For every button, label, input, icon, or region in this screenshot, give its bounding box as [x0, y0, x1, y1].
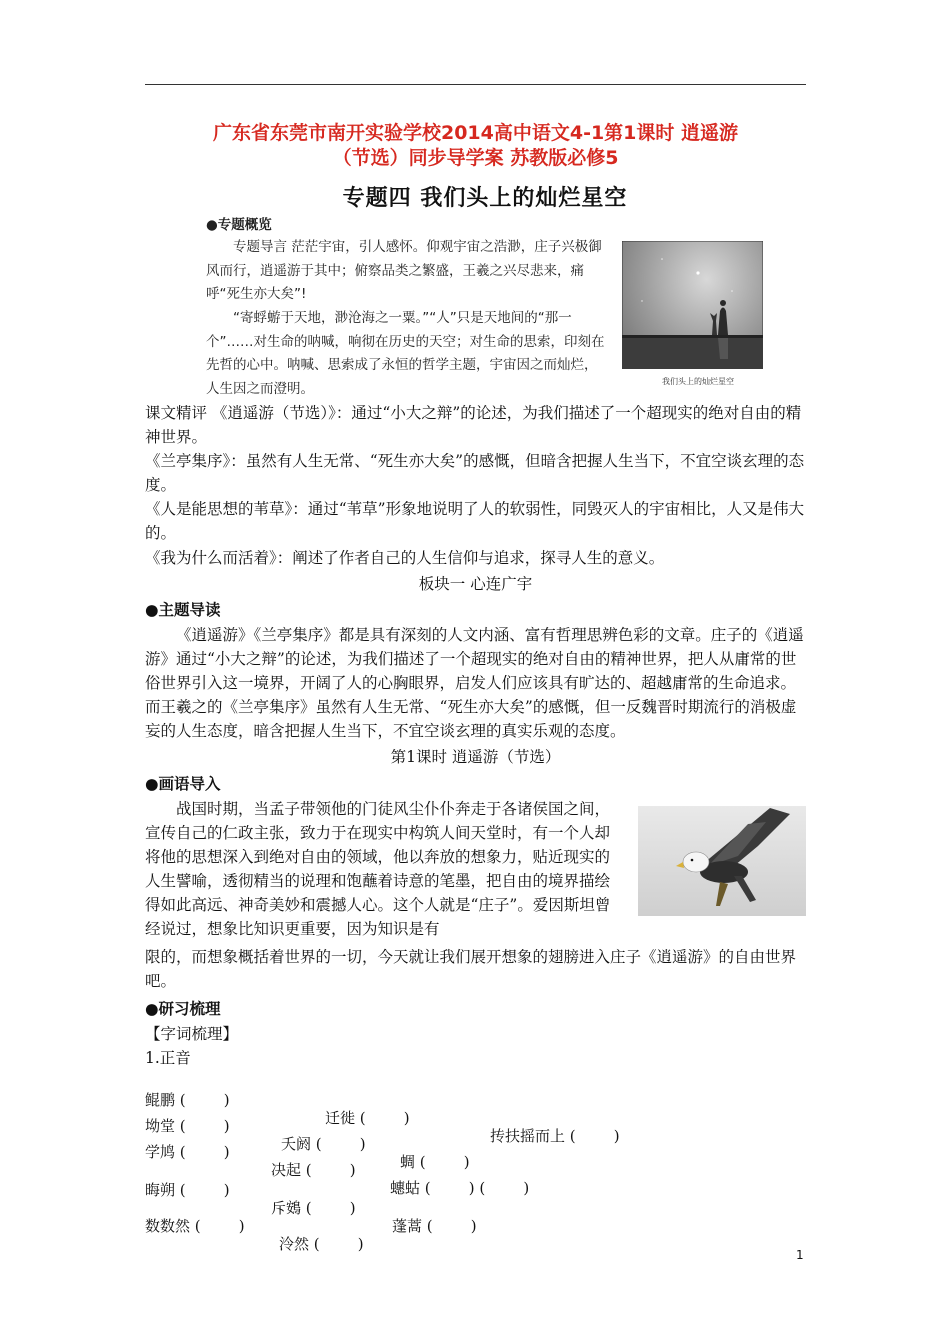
eagle-photo — [638, 806, 806, 916]
pron-item: 鲲鹏 ( ) — [145, 1091, 230, 1109]
pron-item: 决起 ( ) — [271, 1161, 356, 1179]
overview-paragraph-2: “寄蜉蝣于天地，渺沧海之一粟。”“人”只是天地间的“那一个”……对生命的呐喊，响彻在历史的天空；对生命的思索，印刻在先哲的心中。呐喊、思索成了永恒的哲学主题，宇宙因之而灿烂，人生因之而澄明。 — [206, 310, 605, 397]
block-heading: 板块一 心连广宇 — [418, 575, 533, 593]
review-paragraph-2: 《兰亭集序》：虽然有人生无常、“死生亦大矣”的感慨，但暗含把握人生当下，不宜空谈玄理的态度。 — [145, 452, 805, 494]
pron-item: 数数然 ( ) — [145, 1217, 245, 1235]
pron-item: 抟扶摇而上 ( ) — [490, 1127, 620, 1145]
overview-heading: ●专题概览 — [206, 217, 272, 233]
starry-sky-photo — [622, 241, 763, 369]
overview-paragraph-1: 专题导言 茫茫宇宙，引人感怀。仰观宇宙之浩渺，庄子兴极御风而行，逍遥游于其中；俯察品类之繁盛，王羲之兴尽悲来，痛呼“死生亦大矣”! — [206, 239, 602, 302]
document-title-line1: 广东省东莞市南开实验学校2014高中语文4-1第1课时 逍遥游 — [212, 122, 739, 144]
page-number: 1 — [796, 1248, 804, 1262]
pron-item: 晦朔 ( ) — [145, 1181, 230, 1199]
intro-paragraph-continued: 限的，而想象概括着世界的一切，今天就让我们展开想象的翅膀进入庄子《逍遥游》的自由世界吧。 — [145, 948, 797, 990]
document-title-line2: （节选）同步导学案 苏教版必修5 — [332, 147, 619, 169]
lesson-heading: 第1课时 逍遥游（节选） — [390, 748, 561, 766]
pron-item: 泠然 ( ) — [279, 1235, 364, 1253]
pronunciation-heading: 1.正音 — [145, 1049, 191, 1067]
intro-paragraph: 战国时期，当孟子带领他的门徒风尘仆仆奔走于各诸侯国之间，宣传自己的仁政主张，致力于在现实中构筑人间天堂时，有一个人却将他的思想深入到绝对自由的领域，他以奔放的想象力，贴近现实的人生譬喻，透彻精当的说理和饱蘸着诗意的笔墨，把自由的境界描绘得如此高远、神奇美妙和震撼人心。这个人就是“庄子”。爱因斯坦曾经说过，想象比知识更重要，因为知识是有 — [145, 800, 611, 938]
pron-item: 迁徙 ( ) — [325, 1109, 410, 1127]
pron-item: 夭阏 ( ) — [281, 1135, 366, 1153]
header-rule — [145, 84, 806, 85]
theme-heading: ●主题导读 — [145, 600, 221, 619]
study-heading: ●研习梳理 — [145, 999, 221, 1018]
review-paragraph-4: 《我为什么而活着》：阐述了作者自己的人生信仰与追求，探寻人生的意义。 — [145, 549, 665, 567]
pron-item: 坳堂 ( ) — [145, 1117, 230, 1135]
pron-item: 学鸠 ( ) — [145, 1143, 230, 1161]
theme-paragraph: 《逍遥游》《兰亭集序》都是具有深刻的人文内涵、富有哲理思辨色彩的文章。庄子的《逍遥游》通过“小大之辩”的论述，为我们描述了一个超现实的绝对自由的精神世界，把人从庸常的世俗世界引入这一境界，开阔了人的心胸眼界，启发人们应该具有旷达的、超越庸常的生命追求。而王羲之的《兰亭集序》虽然有人生无常、“死生亦大矣”的感慨，但一反魏晋时期流行的消极虚妄的人生态度，暗含把握人生当下，不宜空谈玄理的真实乐观的态度。 — [145, 626, 804, 740]
pron-item: 蟪蛄 ( ) ( ) — [390, 1179, 530, 1197]
intro-heading: ●画语导入 — [145, 774, 221, 793]
pron-item: 蜩 ( ) — [400, 1153, 470, 1171]
photo-caption: 我们头上的灿烂星空 — [662, 377, 734, 386]
pron-item: 蓬蒿 ( ) — [392, 1217, 477, 1235]
review-paragraph-1: 课文精评 《逍遥游（节选）》：通过“小大之辩”的论述，为我们描述了一个超现实的绝对自由的精神世界。 — [145, 404, 802, 446]
vocab-heading: 【字词梳理】 — [145, 1025, 239, 1043]
topic-title: 专题四 我们头上的灿烂星空 — [342, 186, 628, 211]
review-paragraph-3: 《人是能思想的苇草》：通过“苇草”形象地说明了人的软弱性，同毁灭人的宇宙相比，人又是伟大的。 — [145, 500, 805, 542]
pron-item: 斥鴳 ( ) — [271, 1199, 356, 1217]
